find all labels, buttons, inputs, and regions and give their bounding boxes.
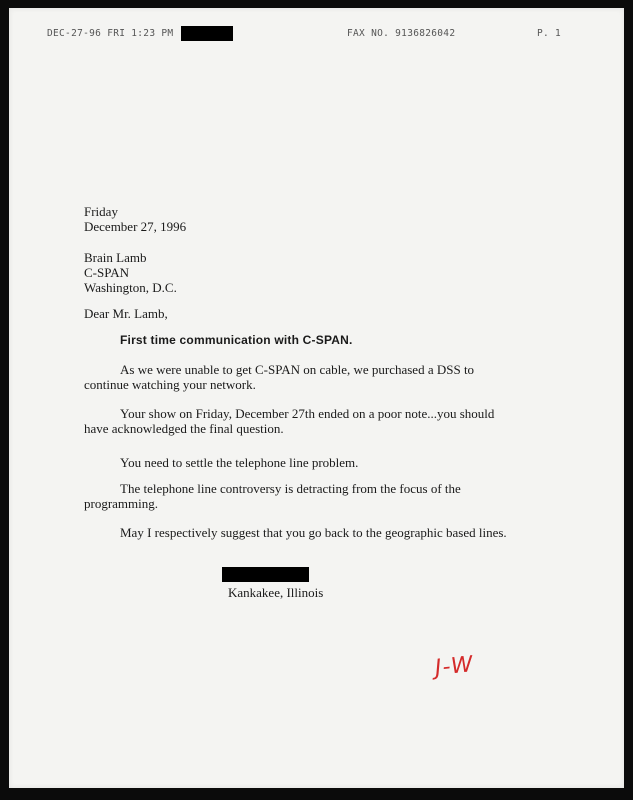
handwritten-annotation: J-W bbox=[433, 652, 475, 681]
fax-number: FAX NO. 9136826042 bbox=[347, 28, 456, 39]
paragraph-line: Your show on Friday, December 27th ended on a poor note...you should bbox=[120, 406, 495, 421]
paragraph bbox=[84, 455, 554, 470]
fax-page bbox=[9, 8, 624, 788]
letter-day: Friday bbox=[84, 204, 118, 219]
fax-datetime: DEC-27-96 FRI 1:23 PM bbox=[47, 28, 174, 39]
paragraph bbox=[84, 406, 554, 436]
paragraph bbox=[84, 525, 554, 540]
paragraph-line: programming. bbox=[84, 496, 159, 511]
letter-date: December 27, 1996 bbox=[84, 219, 187, 234]
fax-header bbox=[9, 26, 624, 46]
paragraph-line: have acknowledged the final question. bbox=[84, 421, 284, 436]
paragraph bbox=[84, 362, 554, 392]
subject-line: First time communication with C-SPAN. bbox=[120, 333, 353, 347]
sender-location: Kankakee, Illinois bbox=[228, 585, 324, 600]
recipient-address bbox=[84, 250, 177, 295]
paragraph-line: continue watching your network. bbox=[84, 377, 256, 392]
redaction-bar-signature bbox=[222, 567, 309, 582]
paragraph bbox=[84, 481, 554, 511]
date-block bbox=[84, 204, 186, 234]
greeting: Dear Mr. Lamb, bbox=[84, 306, 168, 321]
paragraph-line: May I respectively suggest that you go back to the geographic based lines. bbox=[120, 525, 507, 540]
fax-page-number: P. 1 bbox=[537, 28, 562, 39]
redaction-bar-header bbox=[181, 26, 233, 41]
paragraph-line: You need to settle the telephone line problem. bbox=[120, 455, 359, 470]
recipient-name: Brain Lamb bbox=[84, 250, 147, 265]
paragraph-line: As we were unable to get C-SPAN on cable, we purchased a DSS to bbox=[120, 362, 475, 377]
recipient-organization: C-SPAN bbox=[84, 265, 130, 280]
paragraph-line: The telephone line controversy is detracting from the focus of the bbox=[120, 481, 461, 496]
recipient-location: Washington, D.C. bbox=[84, 280, 177, 295]
